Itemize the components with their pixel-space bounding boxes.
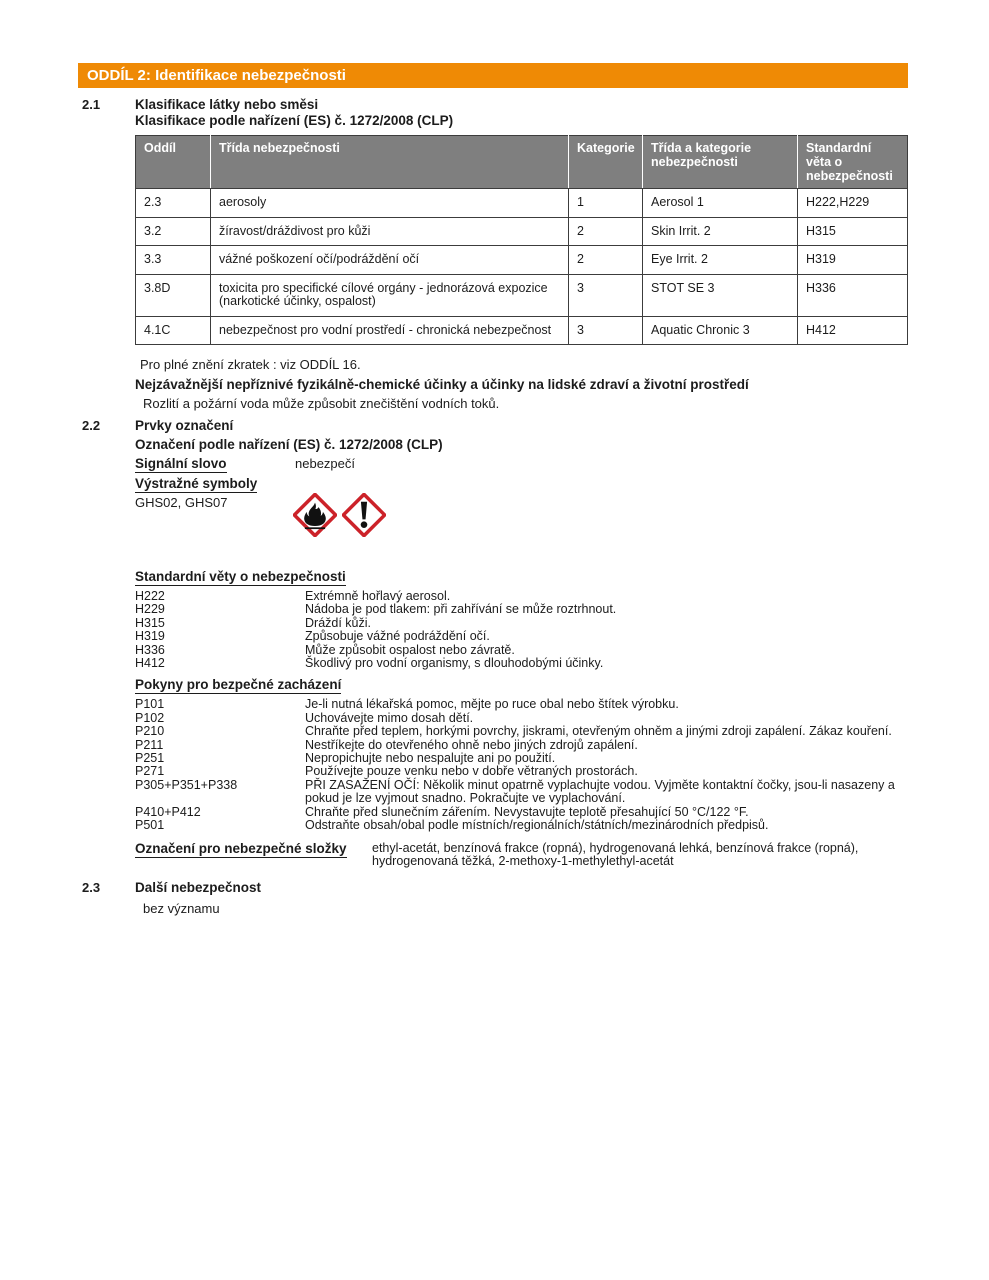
hazard-text: Extrémně hořlavý aerosol.	[305, 589, 451, 603]
precautionary-heading: Pokyny pro bezpečné zacházení	[135, 677, 342, 693]
precaution-statement	[135, 806, 908, 819]
table-cell: Aquatic Chronic 3	[643, 316, 798, 345]
table-cell: H222,H229	[798, 189, 908, 218]
hazard-statement	[135, 617, 908, 630]
warning-symbols-label: Výstražné symboly	[135, 476, 258, 491]
precaution-code: P210	[135, 724, 165, 739]
labelling-subtitle: Označení podle nařízení (ES) č. 1272/2008 (CLP)	[135, 437, 443, 452]
classification-table	[135, 135, 908, 345]
table-cell: Eye Irrit. 2	[643, 246, 798, 275]
hazard-code: H412	[135, 656, 165, 671]
precaution-code: P305+P351+P338	[135, 777, 238, 792]
table-cell: 3	[569, 274, 643, 316]
precaution-code: P211	[135, 737, 164, 752]
hazard-code: H315	[135, 615, 165, 630]
precaution-code: P251	[135, 751, 165, 766]
table-header-cell: Třída a kategorie nebezpečnosti	[643, 136, 798, 189]
table-row	[136, 189, 908, 218]
hazard-code: H319	[135, 629, 165, 644]
hazard-text: Může způsobit ospalost nebo závratě.	[305, 642, 515, 657]
ghs-codes: GHS02, GHS07	[135, 495, 228, 510]
precaution-code: P102	[135, 710, 165, 725]
hazard-statements-list	[135, 590, 908, 670]
table-row	[136, 316, 908, 345]
precaution-text: Používejte pouze venku nebo v dobře větraných prostorách.	[305, 764, 638, 779]
precautionary-statements-list	[135, 698, 908, 832]
precaution-statement	[135, 779, 908, 806]
table-header-row	[136, 136, 908, 189]
abbrev-note: Pro plné znění zkratek : viz ODDÍL 16.	[140, 357, 361, 372]
hazard-text: Nádoba je pod tlakem: při zahřívání se může roztrhnout.	[305, 602, 617, 617]
other-hazards-text: bez významu	[143, 901, 220, 917]
hazard-code: H229	[135, 602, 165, 617]
precaution-code: P410+P412	[135, 804, 201, 819]
precaution-text: Nestříkejte do otevřeného ohně nebo jiných zdrojů zapálení.	[305, 737, 638, 752]
hazardous-components-label: Označení pro nebezpečné složky	[135, 840, 347, 856]
ghs07-exclamation-icon	[342, 493, 386, 537]
precaution-text: Uchovávejte mimo dosah dětí.	[305, 710, 474, 725]
hazard-statement	[135, 630, 908, 643]
section-2-1	[78, 97, 908, 129]
precaution-statement	[135, 725, 908, 738]
hazard-statements-heading: Standardní věty o nebezpečnosti	[135, 569, 346, 584]
adverse-effects-text: Rozlití a požární voda může způsobit znečištění vodních toků.	[143, 396, 500, 411]
table-cell: H315	[798, 217, 908, 246]
precaution-text: Je-li nutná lékařská pomoc, mějte po ruce obal nebo štítek výrobku.	[305, 697, 679, 712]
section-title: Prvky označení	[135, 418, 234, 433]
table-cell: H412	[798, 316, 908, 345]
precaution-statement	[135, 819, 908, 832]
precaution-statement	[135, 712, 908, 725]
table-cell: Aerosol 1	[643, 189, 798, 218]
table-cell: 4.1C	[136, 316, 211, 345]
precaution-text: PŘI ZASAŽENÍ OČÍ: Několik minut opatrně vyplachujte vodou. Vyjměte kontaktní čočky, jsou-li nasazeny a pokud je lze vyjmout snadno. Pokračujte ve vyplachování.	[305, 777, 895, 806]
section-title: Klasifikace látky nebo směsi	[135, 97, 319, 112]
precaution-text: Chraňte před slunečním zářením. Nevystavujte teplotě přesahující 50 °C/122 °F.	[305, 804, 749, 819]
table-cell: nebezpečnost pro vodní prostředí - chronická nebezpečnost	[211, 316, 569, 345]
table-cell: 3.8D	[136, 274, 211, 316]
table-cell: H336	[798, 274, 908, 316]
hazard-text: Škodlivý pro vodní organismy, s dlouhodobými účinky.	[305, 656, 604, 671]
table-cell: vážné poškození očí/podráždění očí	[211, 246, 569, 275]
section-header-bar: ODDÍL 2: Identifikace nebezpečnosti	[78, 63, 908, 88]
table-cell: 3.2	[136, 217, 211, 246]
section-number: 2.3	[82, 880, 101, 896]
table-row	[136, 274, 908, 316]
ghs02-flame-icon	[293, 493, 337, 537]
precaution-statement	[135, 765, 908, 778]
table-cell: 2	[569, 217, 643, 246]
hazard-text: Způsobuje vážné podráždění očí.	[305, 629, 490, 644]
table-cell: 3.3	[136, 246, 211, 275]
table-cell: Skin Irrit. 2	[643, 217, 798, 246]
precaution-text: Nepropichujte nebo nespalujte ani po použití.	[305, 751, 556, 766]
adverse-effects-heading: Nejzávažnější nepříznivé fyzikálně-chemické účinky a účinky na lidské zdraví a životní prostředí	[135, 377, 749, 392]
hazard-text: Dráždí kůži.	[305, 615, 371, 630]
table-header-cell: Standardní věta o nebezpečnosti	[798, 136, 908, 189]
table-cell: 2.3	[136, 189, 211, 218]
hazard-code: H222	[135, 589, 165, 603]
other-hazards-title: Další nebezpečnost	[135, 880, 262, 896]
table-cell: 2	[569, 246, 643, 275]
table-header-cell: Oddíl	[136, 136, 211, 189]
precaution-statement	[135, 752, 908, 765]
hazardous-components-text: ethyl-acetát, benzínová frakce (ropná), hydrogenovaná lehká, benzínová frakce (ropná), hydrogenovaná těžká, 2-methoxy-1-methylethyl-acetát	[372, 840, 859, 868]
precaution-code: P271	[135, 764, 165, 779]
precaution-code: P101	[135, 697, 165, 712]
table-cell: toxicita pro specifické cílové orgány - jednorázová expozice (narkotické účinky, ospalost)	[211, 274, 569, 316]
table-cell: aerosoly	[211, 189, 569, 218]
hazard-statement	[135, 603, 908, 616]
table-cell: 3	[569, 316, 643, 345]
table-row	[136, 246, 908, 275]
section-2-content	[78, 63, 908, 916]
table-cell: 1	[569, 189, 643, 218]
table-cell: žíravost/dráždivost pro kůži	[211, 217, 569, 246]
section-number: 2.1	[82, 97, 101, 112]
section-2-3	[78, 880, 908, 916]
signal-word-label: Signální slovo	[135, 456, 227, 471]
precaution-statement	[135, 698, 908, 711]
signal-word-value: nebezpečí	[295, 456, 355, 471]
precaution-code: P501	[135, 818, 165, 833]
table-row	[136, 217, 908, 246]
ghs-pictogram-row	[135, 495, 908, 543]
precaution-text: Chraňte před teplem, horkými povrchy, jiskrami, otevřeným ohněm a jinými zdroji zapálení. Zákaz kouření.	[305, 724, 892, 739]
section-2-2	[78, 418, 908, 868]
hazard-statement	[135, 657, 908, 670]
hazard-code: H336	[135, 642, 165, 657]
precaution-statement	[135, 739, 908, 752]
hazard-statement	[135, 590, 908, 603]
table-header-cell: Třída nebezpečnosti	[211, 136, 569, 189]
table-cell: STOT SE 3	[643, 274, 798, 316]
table-header-cell: Kategorie	[569, 136, 643, 189]
precaution-text: Odstraňte obsah/obal podle místních/regionálních/státních/mezinárodních předpisů.	[305, 818, 769, 833]
section-number: 2.2	[82, 418, 101, 433]
table-cell: H319	[798, 246, 908, 275]
classification-subtitle: Klasifikace podle nařízení (ES) č. 1272/2008 (CLP)	[135, 113, 454, 128]
